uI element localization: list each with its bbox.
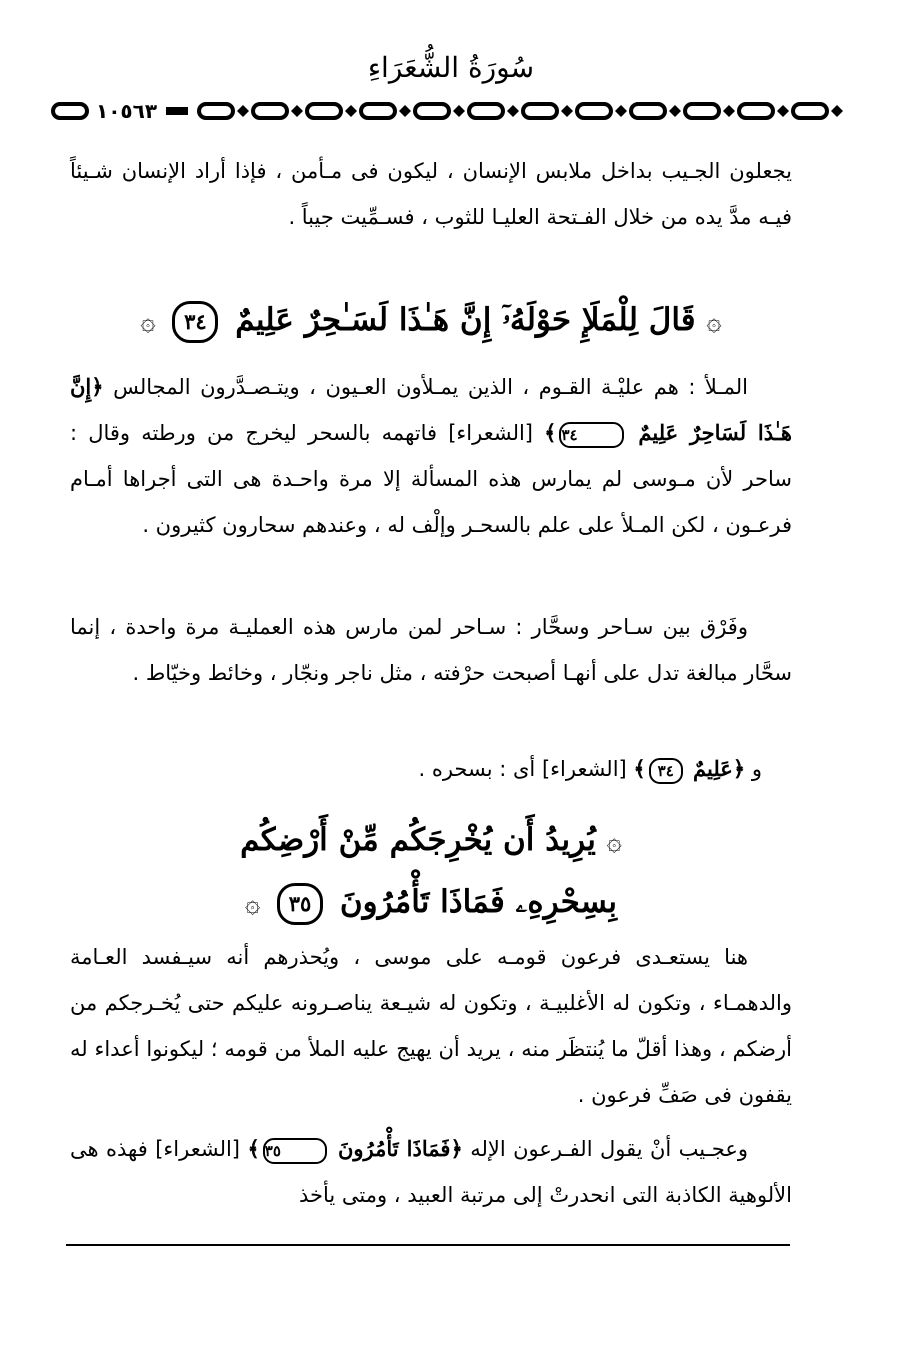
pharaoh-text-end: فهذه هى الألوهية الكاذبة التى انحدرتْ إلى مرتبة العبيد ، ومتى يأخذ — [70, 1137, 792, 1207]
decorative-header-band — [48, 96, 860, 126]
verse-34-number: ٣٤ — [172, 301, 218, 343]
verse-35-line1-text: يُرِيدُ أَن يُخْرِجَكُم مِّنْ أَرْضِكُم — [240, 822, 596, 858]
mala-text-start: المـلأ : هم عليْـة القـوم ، الذين يمـلأون العـيون ، ويتـصـدَّرون المجالس — [113, 375, 748, 399]
verse-34 — [70, 292, 792, 350]
verse-35-line-2 — [70, 874, 792, 932]
verse-35-line-1 — [70, 812, 792, 870]
inline-verse-number: ٣٥ — [263, 1138, 327, 1164]
and-prefix: و — [751, 757, 762, 781]
verse-close-ornament-icon: ۞ — [140, 307, 156, 337]
paragraph-pharaoh-incites: هنا يستعـدى فرعون قومـه على موسى ، ويُحذرهم أنه سيـفسد العـامة والدهمـاء ، وتكون له الأغلبيـة ، وتكون له شيـعة يناصـرونه عليكم حتى يُخـرجكم من أرضكم ، وهذا أقلّ ما يُنتظَر منه ، يريد أن يهيج عليه الملأ من قومه ؛ ليكونوا أعداء له يقفون فى صَفِّ فرعون . — [70, 945, 792, 1107]
mala-text-end: فاتهمه بالسحر ليخرج من ورطته وقال : ساحر لأن مـوسى لم يمارس هذه المسألة إلا مرة واحـدة هى التى أجراها أمـام فرعـون ، لكن المـلأ على علم بالسحـر وإلْف له ، وعندهم سحارون كثيرون . — [70, 421, 792, 537]
paragraph-mala — [70, 364, 792, 548]
inline-quote-alim: ﴿عَلِيمٌ ٣٤﴾ — [633, 756, 745, 781]
inline-quote-34: ﴿إِنَّ هَـٰذَا لَسَاحِرٌ عَلِيمٌ ٣٤﴾ — [70, 374, 792, 445]
paragraph-pharaoh-god — [70, 1126, 792, 1218]
verse-open-ornament-icon: ۞ — [606, 827, 622, 857]
pharaoh-text-start: وعجـيب أنْ يقول الفـرعون الإله — [470, 1137, 749, 1161]
footer-rule — [66, 1244, 790, 1246]
surah-reference: [الشعراء] — [448, 421, 533, 445]
inline-verse-number: ٣٤ — [559, 422, 623, 448]
verse-close-ornament-icon: ۞ — [245, 889, 261, 919]
verse-35-number: ٣٥ — [277, 883, 323, 925]
verse-34-text: قَالَ لِلْمَلَإِ حَوْلَهُۥٓ إِنَّ هَـٰذَا لَسَـٰحِرٌ عَلِيمٌ — [235, 302, 696, 338]
inline-quote-35: ﴿فَمَاذَا تَأْمُرُونَ ٣٥﴾ — [247, 1136, 462, 1161]
verse-open-ornament-icon: ۞ — [706, 307, 722, 337]
surah-reference: [الشعراء] — [541, 757, 627, 781]
surah-reference: [الشعراء] — [155, 1137, 240, 1161]
alim-explanation: أى : بسحره . — [418, 757, 536, 781]
inline-verse-number: ٣٤ — [649, 758, 683, 784]
chain-ornament-icon — [48, 96, 860, 126]
surah-title: سُورَةُ الشُّعَرَاءِ — [367, 51, 535, 84]
page-number: ١٠٥٦٣ — [92, 96, 161, 126]
verse-35-line2-text: بِسِحْرِهِۦ فَمَاذَا تَأْمُرُونَ — [339, 884, 617, 920]
paragraph-sahir-sahhar: وفَرْق بين سـاحر وسحَّار : سـاحر لمن مارس هذه العمليـة مرة واحدة ، إنما سحَّار مبالغة تدل على أنهـا أصبحت حرْفته ، مثل ناجر ونجّار ، وخائط وخيّاط . — [70, 615, 792, 685]
paragraph-alim — [70, 746, 792, 792]
paragraph-jayb: يجعلون الجـيب بداخل ملابس الإنسان ، ليكون فى مـأمن ، فإذا أراد الإنسان شـيئاً فيـه مدَّ يده من خلال الفـتحة العليـا للثوب ، فسـمِّيت جيباً . — [70, 159, 792, 229]
